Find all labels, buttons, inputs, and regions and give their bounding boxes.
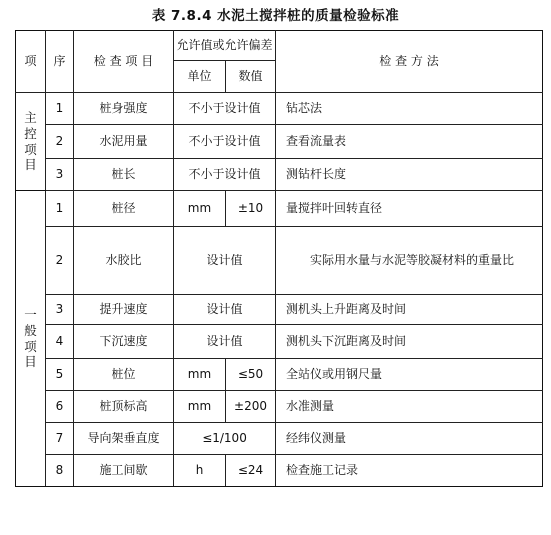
item-cell: 下沉速度	[74, 325, 174, 359]
item-cell: 桩长	[74, 159, 174, 191]
table-row	[16, 159, 543, 191]
method-cell: 经纬仪测量	[276, 423, 543, 455]
seq-cell: 1	[46, 191, 74, 227]
table-row	[16, 455, 543, 487]
allowance-cell: ≤1/100	[174, 423, 276, 455]
value-cell: ±10	[226, 191, 276, 227]
method-cell: 量搅拌叶回转直径	[276, 191, 543, 227]
seq-cell: 5	[46, 359, 74, 391]
table-row	[16, 423, 543, 455]
table-row	[16, 325, 543, 359]
method-cell: 测钻杆长度	[276, 159, 543, 191]
seq-cell: 3	[46, 159, 74, 191]
value-cell: ±200	[226, 391, 276, 423]
header-seq: 序	[46, 31, 74, 93]
item-cell: 水泥用量	[74, 125, 174, 159]
method-cell: 查看流量表	[276, 125, 543, 159]
seq-cell: 2	[46, 227, 74, 295]
allowance-cell: 设计值	[174, 227, 276, 295]
table-title: 表 7.8.4 水泥土搅拌桩的质量检验标准	[151, 8, 400, 24]
allowance-cell: 不小于设计值	[174, 125, 276, 159]
item-cell: 导向架垂直度	[74, 423, 174, 455]
seq-cell: 7	[46, 423, 74, 455]
header-value: 数值	[226, 61, 276, 93]
unit-cell: mm	[174, 191, 226, 227]
table-row	[16, 359, 543, 391]
unit-cell: mm	[174, 391, 226, 423]
unit-cell: mm	[174, 359, 226, 391]
item-cell: 提升速度	[74, 295, 174, 325]
method-cell: 测机头上升距离及时间	[276, 295, 543, 325]
header-item: 检 查 项 目	[74, 31, 174, 93]
value-cell: ≤50	[226, 359, 276, 391]
item-cell: 施工间歇	[74, 455, 174, 487]
header-unit: 单位	[174, 61, 226, 93]
seq-cell: 1	[46, 93, 74, 125]
method-cell: 测机头下沉距离及时间	[276, 325, 543, 359]
seq-cell: 4	[46, 325, 74, 359]
seq-cell: 3	[46, 295, 74, 325]
seq-cell: 2	[46, 125, 74, 159]
table-row	[16, 391, 543, 423]
value-cell: ≤24	[226, 455, 276, 487]
table-row	[16, 191, 543, 227]
seq-cell: 8	[46, 455, 74, 487]
header-allowance: 允许值或允许偏差	[174, 31, 276, 61]
category-cell: 主 控 项 目	[16, 93, 46, 191]
item-cell: 水胶比	[74, 227, 174, 295]
seq-cell: 6	[46, 391, 74, 423]
table-body	[16, 93, 543, 487]
table-row	[16, 93, 543, 125]
method-cell: 水准测量	[276, 391, 543, 423]
table-row	[16, 227, 543, 295]
table-row	[16, 125, 543, 159]
item-cell: 桩顶标高	[74, 391, 174, 423]
allowance-cell: 设计值	[174, 295, 276, 325]
unit-cell: h	[174, 455, 226, 487]
item-cell: 桩身强度	[74, 93, 174, 125]
allowance-cell: 不小于设计值	[174, 159, 276, 191]
method-cell: 检查施工记录	[276, 455, 543, 487]
header-category: 项	[16, 31, 46, 93]
method-cell: 全站仪或用钢尺量	[276, 359, 543, 391]
method-cell: 实际用水量与水泥等胶凝材料的重量比	[276, 227, 543, 295]
quality-inspection-table	[15, 30, 543, 487]
header-method: 检 查 方 法	[276, 31, 543, 93]
allowance-cell: 设计值	[174, 325, 276, 359]
allowance-cell: 不小于设计值	[174, 93, 276, 125]
table-row	[16, 295, 543, 325]
method-cell: 钻芯法	[276, 93, 543, 125]
category-cell: 一 般 项 目	[16, 191, 46, 487]
item-cell: 桩位	[74, 359, 174, 391]
item-cell: 桩径	[74, 191, 174, 227]
